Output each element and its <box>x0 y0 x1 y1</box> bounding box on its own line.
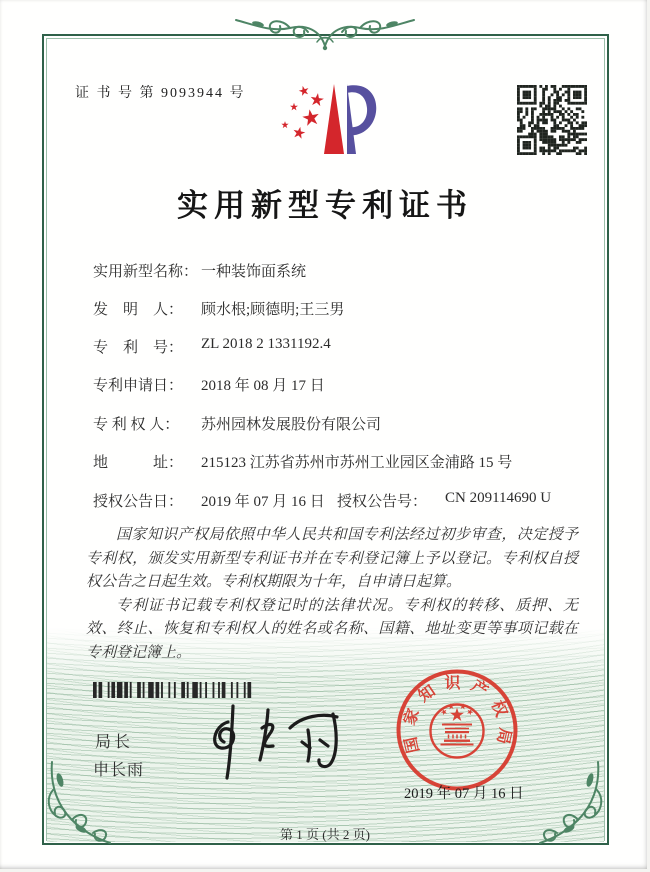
field-label: 实用新型名称： <box>93 264 199 280</box>
body-paragraph: 专利证书记载专利权登记时的法律状况。专利权的转移、质押、无效、终止、恢复和专利权人的姓名或名称、国籍、地址变更等事项记载在专利登记簿上。 <box>86 597 578 661</box>
field-row <box>93 413 382 434</box>
official-seal <box>393 666 521 794</box>
field-row <box>93 490 552 511</box>
seal-text: 国家知识产权局 <box>400 675 514 755</box>
field-value: 2018 年 08 月 17 日 <box>201 378 325 394</box>
field-row <box>93 260 307 281</box>
field-label: 地 址： <box>93 455 184 471</box>
signer-title: 局长 <box>95 734 134 751</box>
field-value: 一种装饰面系统 <box>201 264 307 280</box>
field-row <box>93 374 325 395</box>
field-label: 专利申请日： <box>93 378 184 394</box>
top-flourish-icon <box>232 15 418 57</box>
patent-logo-icon <box>276 80 378 158</box>
field-label: 专 利 号： <box>93 340 184 356</box>
field-label: 发 明 人： <box>93 302 184 318</box>
field-value: 顾水根;顾德明;王三男 <box>201 302 345 318</box>
field-row <box>93 336 331 357</box>
field-value: ZL 2018 2 1331192.4 <box>201 336 331 352</box>
field-value: 2019 年 07 月 16 日 <box>201 494 325 510</box>
legal-text <box>86 524 578 665</box>
field-value: 苏州园林发展股份有限公司 <box>201 417 382 433</box>
page-footer: 第 1 页 (共 2 页) <box>280 827 370 842</box>
body-paragraph: 国家知识产权局依照中华人民共和国专利法经过初步审查，决定授予专利权，颁发实用新型专利证书并在专利登记簿上予以登记。专利权自授权公告之日起生效。专利权期限为十年，自申请日起算。 <box>86 527 578 590</box>
qr-code <box>517 85 587 155</box>
field-value: 215123 江苏省苏州市苏州工业园区金浦路 15 号 <box>201 455 513 471</box>
field-value: CN 209114690 U <box>445 490 552 506</box>
field-label: 授权公告日： <box>93 494 184 510</box>
field-row <box>93 451 513 472</box>
certificate-number: 证 书 号 第 9093944 号 <box>75 86 246 101</box>
field-label: 授权公告号： <box>337 494 428 510</box>
field-row <box>93 298 345 319</box>
page-title: 实用新型专利证书 <box>177 188 473 223</box>
national-emblem-icon <box>431 703 484 758</box>
field-label: 专 利 权 人： <box>93 417 180 433</box>
director-signature-icon <box>190 700 345 785</box>
barcode <box>93 682 253 698</box>
signer-name: 申长雨 <box>93 762 145 779</box>
seal-date: 2019 年 07 月 16 日 <box>404 786 524 802</box>
